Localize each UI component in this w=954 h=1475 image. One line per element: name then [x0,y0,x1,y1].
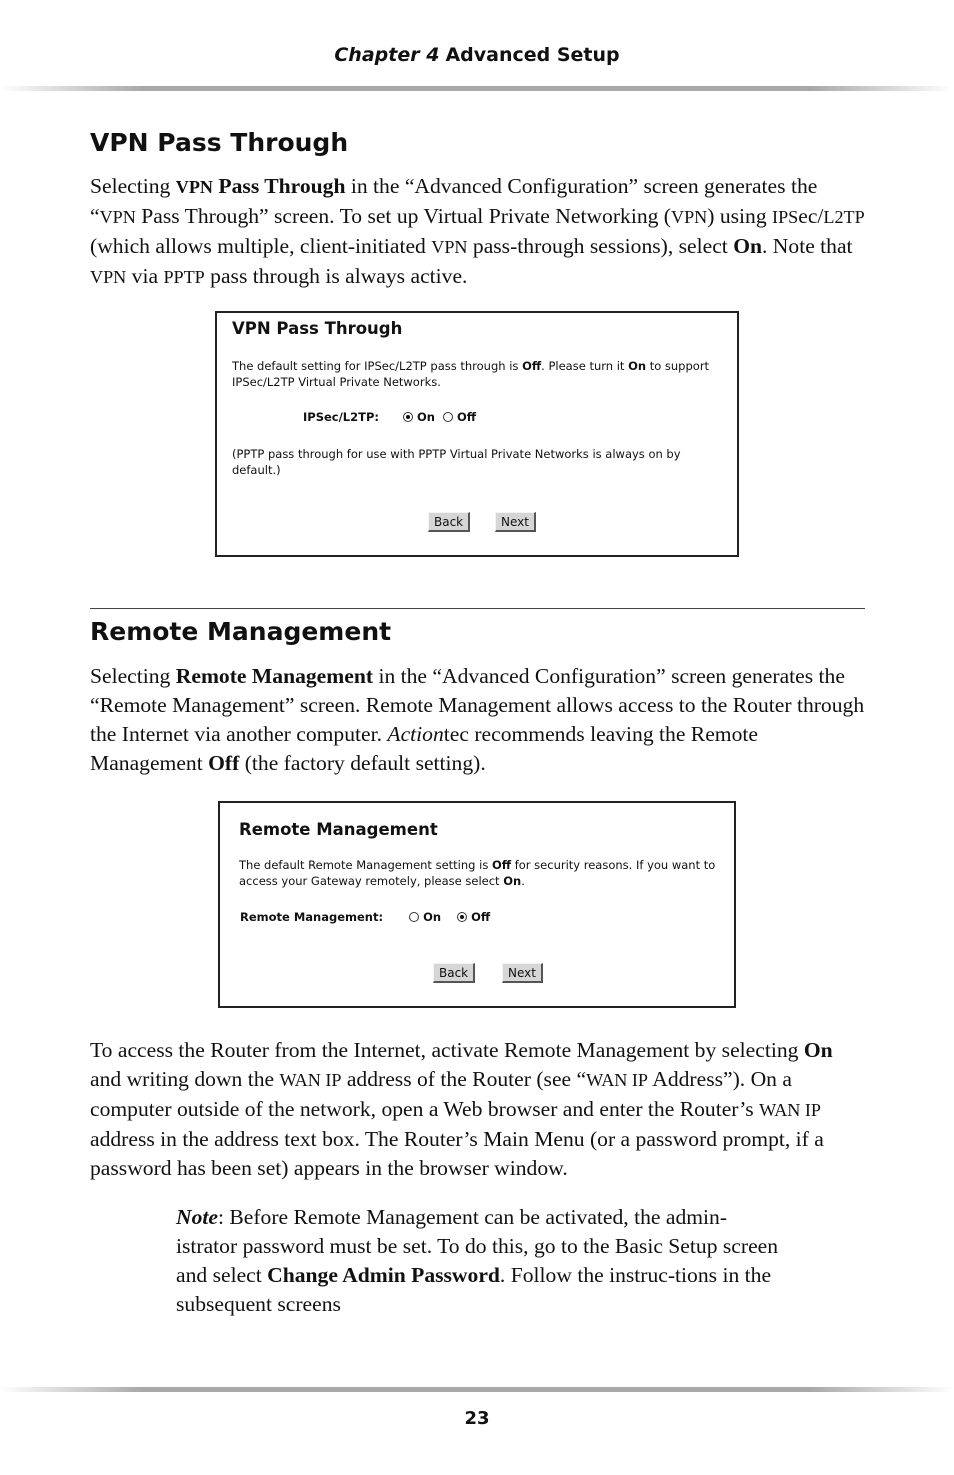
remote-back-button[interactable]: Back [433,963,475,983]
remote-management-label: Remote Management: [240,910,384,924]
remote-management-row [240,910,498,924]
remote-screen-title: Remote Management [239,820,438,839]
remote-screen-description: The default Remote Management setting is Off for security reasons. If you want to access your Gateway remotely, please select On. [239,858,716,888]
remote-on-radio[interactable] [409,912,419,922]
remote-next-button[interactable]: Next [502,963,543,983]
ipsec-on-radio[interactable] [403,412,413,422]
footer-rule [0,1387,954,1392]
vpn-back-button[interactable]: Back [428,512,470,532]
pptp-note: (PPTP pass through for use with PPTP Virtual Private Networks is always on by default.) [232,447,681,477]
remote-screenshot [218,801,736,1008]
chapter-title: Advanced Setup [445,44,620,66]
ipsec-on-option[interactable]: On [403,410,435,424]
vpn-paragraph: Selecting VPN Pass Through in the “Advanced Configuration” screen generates the “VPN Pass Through” screen. To set up Virtual Private Networking (VPN) using IPSec/L2TP (which allows multiple, client-initiated VPN pass-through sessions), select On. Note that VPN via PPTP pass through is always active. [90,174,865,288]
remote-off-radio[interactable] [457,912,467,922]
remote-on-option[interactable]: On [409,910,441,924]
running-header [0,44,954,66]
remote-section-title: Remote Management [90,617,392,646]
vpn-next-button[interactable]: Next [495,512,536,532]
remote-off-option[interactable]: Off [457,910,490,924]
vpn-section-title: VPN Pass Through [90,128,349,157]
remote-paragraph-1: Selecting Remote Management in the “Advanced Configuration” screen generates the “Remote Management” screen. Remote Management allows access to the Router through the Internet via another computer. Actiontec recommends leaving the Remote Management Off (the factory default setting). [90,664,865,775]
section-divider [90,608,865,609]
ipsec-off-option[interactable]: Off [443,410,476,424]
page-number: 23 [464,1408,490,1429]
ipsec-l2tp-label: IPSec/L2TP: [303,410,380,424]
ipsec-l2tp-row [303,410,484,424]
vpn-screenshot [215,311,739,557]
admin-password-note: Note: Before Remote Management can be activated, the admin-istrator password must be set. To do this, go to the Basic Setup screen and select Change Admin Password. Follow the instruc-tions in the subsequent screens [176,1205,779,1316]
chapter-label: Chapter 4 [334,44,440,66]
remote-paragraph-2: To access the Router from the Internet, activate Remote Management by selecting On and writing down the WAN IP address of the Router (see “WAN IP Address”). On a computer outside of the network, open a Web browser and enter the Router’s WAN IP address in the address text box. The Router’s Main Menu (or a password prompt, if a password has been set) appears in the browser window. [90,1038,833,1180]
ipsec-off-radio[interactable] [443,412,453,422]
header-rule [0,86,954,91]
vpn-screen-description: The default setting for IPSec/L2TP pass through is Off. Please turn it On to support IPSec/L2TP Virtual Private Networks. [232,359,710,389]
vpn-screen-title: VPN Pass Through [232,319,403,338]
